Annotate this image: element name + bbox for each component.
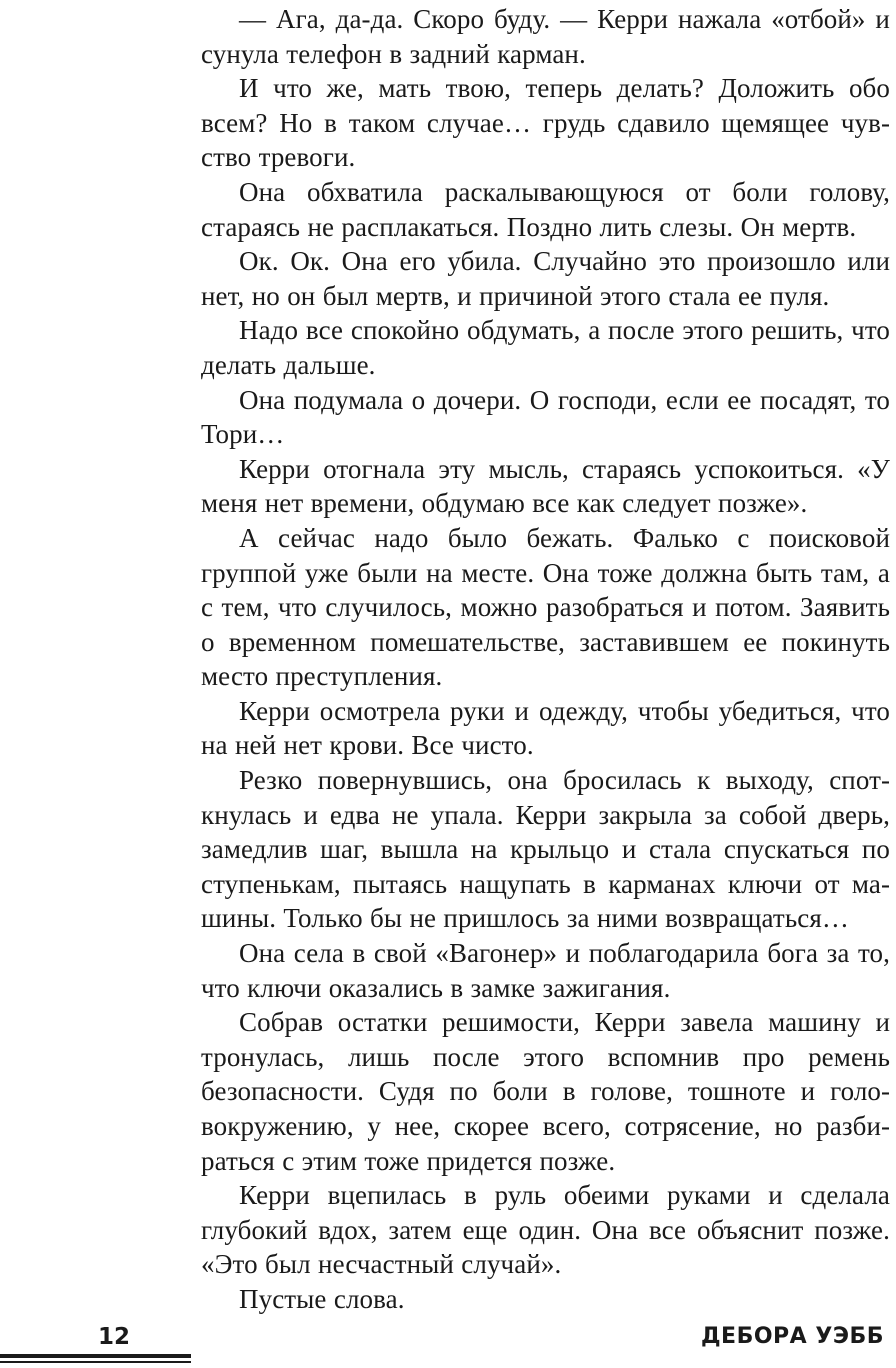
paragraph: Она села в свой «Вагонер» и поблагодарила бога за то, что ключи оказались в замке зажигания.	[201, 938, 890, 1003]
paragraph: Собрав остатки решимости, Керри завела машину и тронулась, лишь после этого вспомнив про ремень безопасности. Судя по боли в голове, тошноте и головокружению, у нее, скорее всего, сотрясение, но разбираться с этим тоже придется позже.	[201, 1007, 890, 1176]
paragraph: Керри осмотрела руки и одежду, чтобы убедиться, что на ней нет крови. Все чисто.	[201, 695, 890, 761]
paragraph: Ок. Ок. Она его убила. Случайно это произошло или нет, но он был мертв, и причиной этого стала ее пуля.	[201, 246, 890, 311]
paragraph: Она подумала о дочери. О господи, если ее посадят, то Тори…	[201, 384, 890, 450]
paragraph: Керри вцепилась в руль обеими руками и сделала глубокий вдох, затем еще один. Она все объяснит позже. «Это был несчастный случай».	[201, 1180, 890, 1280]
footer-rule-thin	[0, 1361, 191, 1363]
running-head-author: ДЕБОРА УЭББ	[700, 1324, 884, 1349]
paragraph: Керри отогнала эту мысль, стараясь успокоиться. «У меня нет времени, обдумаю все как следует позже».	[201, 453, 890, 519]
page-number: 12	[98, 1324, 131, 1350]
paragraph: И что же, мать твою, теперь делать? Доложить обо всем? Но в таком случае… грудь сдавило щемящее чувство тревоги.	[201, 73, 890, 173]
paragraph: Резко повернувшись, она бросилась к выходу, споткнулась и едва не упала. Керри закрыла за собой дверь, замедлив шаг, вышла на крыльцо и стала спускаться по ступенькам, пытаясь нащупать в карманах ключи от машины. Только бы не пришлось за ними возвращаться…	[201, 765, 890, 934]
page-footer	[0, 1322, 896, 1368]
paragraph: Надо все спокойно обдумать, а после этого решить, что делать дальше.	[201, 315, 890, 380]
paragraph: Она обхватила раскалывающуюся от боли голову, стараясь не расплакаться. Поздно лить слезы. Он мертв.	[201, 176, 890, 242]
paragraph: Пустые слова.	[239, 1283, 405, 1314]
paragraph: — Ага, да-да. Скоро буду. — Керри нажала «отбой» и сунула телефон в задний карман.	[201, 4, 890, 69]
paragraph: А сейчас надо было бежать. Фалько с поисковой группой уже были на месте. Она тоже должна быть там, а с тем, что случилось, можно разобраться и потом. Заявить о временном помешательстве, заставившем ее покинуть место преступления.	[201, 522, 890, 692]
page-body	[201, 2, 890, 1317]
footer-rule-thick	[0, 1354, 191, 1358]
